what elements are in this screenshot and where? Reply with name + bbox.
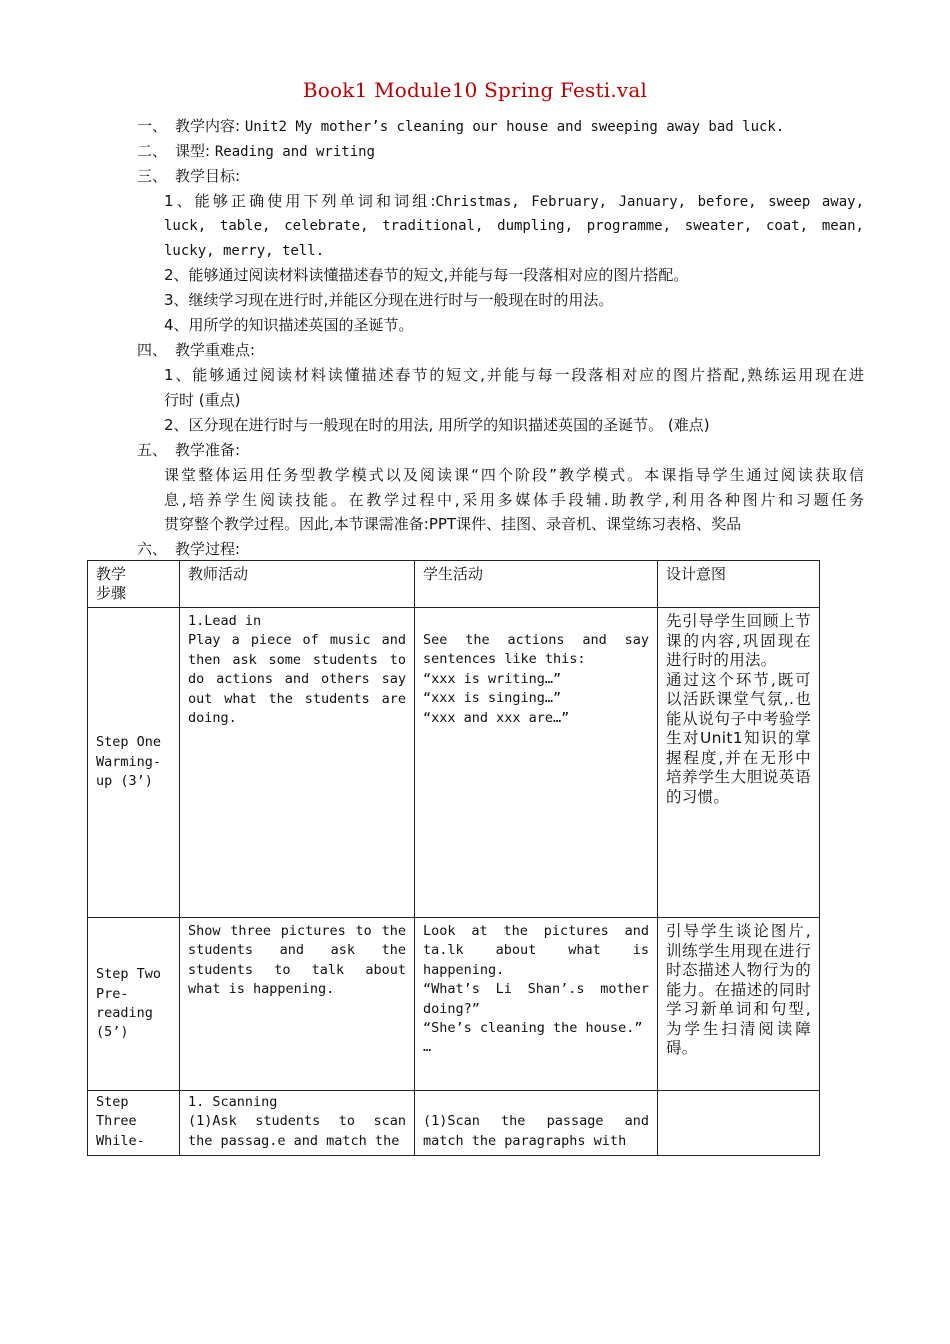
section-number: 四、 — [137, 341, 168, 359]
section-label: 教学过程: — [175, 540, 241, 558]
goal-3: 3、继续学习现在进行时,并能区分现在进行时与一般现在时的用法。 — [164, 291, 614, 309]
student-activity: See the actions and say sentences like this: “xxx is writing…” “xxx is singing…” “xxx and xxx are…” — [415, 608, 658, 918]
table-row — [88, 1091, 820, 1156]
lesson-process-table — [87, 560, 820, 1156]
section-content — [137, 114, 784, 140]
design-intent: 先引导学生回顾上节课的内容,巩固现在进行时的用法。 通过这个环节,既可以活跃课堂气氛,.也能从说句子中考验学生对Unit1知识的掌握程度,并在无形中培养学生大胆说英语的习惯。 — [658, 608, 820, 918]
keypoint-1-line-a: 1、能够通过阅读材料读懂描述春节的短文,并能与每一段落相对应的图片搭配,熟练运用现在进 — [164, 366, 864, 384]
prep-line-c: 贯穿整个教学过程。因此,本节课需准备:PPT课件、挂图、录音机、课堂练习表格、奖品 — [164, 515, 742, 533]
goal-1-line-c: lucky, merry, tell. — [164, 243, 325, 259]
section-goals — [137, 164, 240, 189]
section-number: 五、 — [137, 441, 168, 459]
section-label: 课型: — [175, 142, 211, 160]
goal-4: 4、用所学的知识描述英国的圣诞节。 — [164, 316, 414, 334]
student-activity: Look at the pictures and ta.lk about what is happening. “What’s Li Shan’.s mother doing?” “She’s cleaning the house.” … — [415, 918, 658, 1091]
section-label: 教学目标: — [175, 167, 241, 185]
prep-line-a: 课堂整体运用任务型教学模式以及阅读课“四个阶段”教学模式。本课指导学生通过阅读获取信 — [164, 466, 864, 484]
design-intent: 引导学生谈论图片,训练学生用现在进行时态描述人物行为的能力。在描述的同时学习新单词和句型,为学生扫清阅读障碍。 — [658, 918, 820, 1091]
step-cell: Step Three While- — [88, 1091, 180, 1156]
goal-2: 2、能够通过阅读材料读懂描述春节的短文,并能与每一段落相对应的图片搭配。 — [164, 266, 689, 284]
section-number: 三、 — [137, 167, 168, 185]
section-number: 一、 — [137, 117, 168, 135]
section-process — [137, 537, 240, 562]
keypoint-1-line-b: 行时 (重点) — [164, 391, 241, 409]
header-student: 学生活动 — [415, 561, 658, 608]
table-row — [88, 608, 820, 918]
header-design: 设计意图 — [658, 561, 820, 608]
goal-1-words: Christmas, February, January, before, sweep away, — [435, 194, 864, 210]
design-intent — [658, 1091, 820, 1156]
section-number: 六、 — [137, 540, 168, 558]
goal-1-line-b: luck, table, celebrate, traditional, dumpling, programme, sweater, coat, mean, — [164, 218, 864, 234]
section-value: Reading and writing — [214, 144, 375, 160]
section-label: 教学准备: — [175, 441, 241, 459]
section-preparation — [137, 438, 240, 463]
step-cell: Step Two Pre-reading (5’) — [88, 918, 180, 1091]
section-value: Unit2 My mother’s cleaning our house and sweeping away bad luck. — [244, 119, 785, 135]
student-activity: (1)Scan the passage and match the paragraphs with — [415, 1091, 658, 1156]
document-title: Book1 Module10 Spring Festi.val — [302, 78, 648, 102]
prep-line-b: 息,培养学生阅读技能。在教学过程中,采用多媒体手段辅.助教学,利用各种图片和习题任务 — [164, 491, 864, 509]
header-step-text: 教学步骤 — [96, 565, 127, 602]
table-row — [88, 918, 820, 1091]
teacher-activity: Show three pictures to the students and ask the students to talk about what is happening. — [180, 918, 415, 1091]
section-lesson-type — [137, 139, 375, 165]
section-number: 二、 — [137, 142, 168, 160]
step-cell: Step One Warming-up (3’) — [88, 608, 180, 918]
keypoint-2: 2、区分现在进行时与一般现在时的用法, 用所学的知识描述英国的圣诞节。 (难点) — [164, 416, 710, 434]
goal-1-prefix: 1、能够正确使用下列单词和词组: — [164, 192, 436, 210]
section-keypoints — [137, 338, 255, 363]
table-header-row — [88, 561, 820, 608]
goal-1-line-a — [164, 189, 864, 215]
section-label: 教学内容: — [175, 117, 241, 135]
header-step — [88, 561, 180, 608]
teacher-activity: 1. Scanning (1)Ask students to scan the passag.e and match the — [180, 1091, 415, 1156]
teacher-activity: 1.Lead in Play a piece of music and then ask some students to do actions and others say out what the students are doing. — [180, 608, 415, 918]
section-label: 教学重难点: — [175, 341, 256, 359]
header-teacher: 教师活动 — [180, 561, 415, 608]
